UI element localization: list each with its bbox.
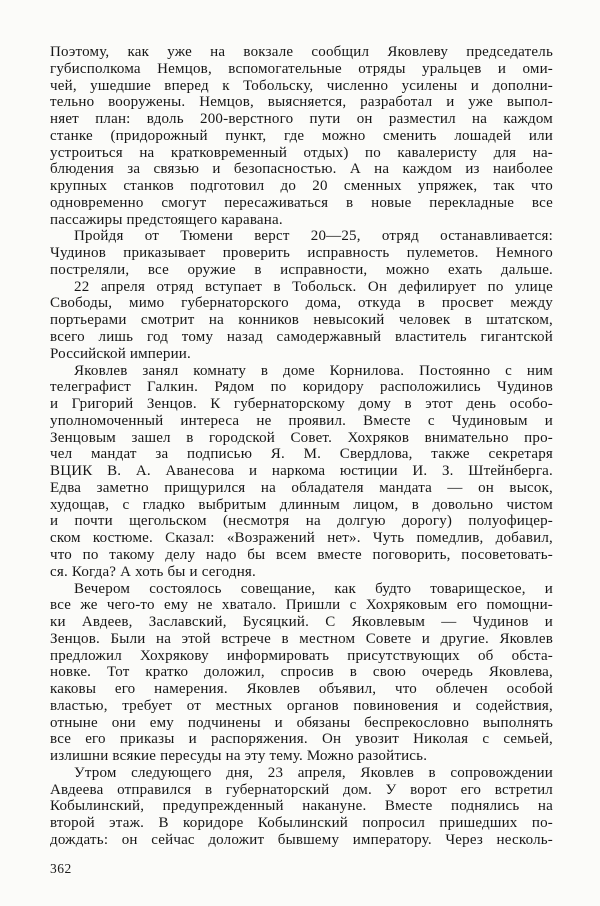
text-line: дождать: он сейчас доложит бывшему императору. Через несколь- xyxy=(50,831,553,848)
text-line: что по такому делу надо бы всем вместе поговорить, посоветовать- xyxy=(50,546,553,563)
text-line: властью, требует от местных органов повиновения и содействия, xyxy=(50,697,553,714)
text-line: пассажиры предстоящего каравана. xyxy=(50,211,283,228)
text-line: губисполкома Немцов, вспомогательные отряды уральцев и оми- xyxy=(50,60,553,77)
text-line: станке (придорожный пункт, где можно сменить лошадей или xyxy=(50,127,553,144)
text-line: постреляли, все оружие в исправности, можно ехать дальше. xyxy=(50,261,553,278)
text-line: Авдеева отправился в губернаторский дом. У ворот его встретил xyxy=(50,781,553,798)
text-line: Кобылинский, предупрежденный накануне. Вместе поднялись на xyxy=(50,798,553,815)
text-line: излишни всякие пересуды на эту тему. Можно разойтись. xyxy=(50,748,428,765)
page-text xyxy=(50,44,553,849)
text-line: и почти щегольском (несмотря на долгую дорогу) полуофицер- xyxy=(50,513,553,530)
text-line: второй этаж. В коридоре Кобылинский попросил пришедших по- xyxy=(50,815,553,832)
text-line: и Григорий Зенцов. К губернаторскому дому в этот день особо- xyxy=(50,396,553,413)
text-line: Российской империи. xyxy=(50,345,191,362)
text-line: Пройдя от Тюмени верст 20—25, отряд останавливается: xyxy=(74,228,553,245)
page-number: 362 xyxy=(50,861,72,876)
text-line: ки Авдеев, Заславский, Бусяцкий. С Яковлевым — Чудинов и xyxy=(50,614,553,631)
text-line: портьерами смотрит на конников невысокий человек в штатском, xyxy=(50,312,553,329)
text-line: Свободы, мимо губернаторского дома, откуда в просвет между xyxy=(50,295,553,312)
text-line: няет план: вдоль 200-верстного пути он разместил на каждом xyxy=(50,111,553,128)
text-line: новке. Тот кратко доложил, спросив в свою очередь Яковлева, xyxy=(50,664,553,681)
text-line: одновременно смогут пересаживаться в новые перекладные все xyxy=(50,194,553,211)
text-line: чел мандат за подписью Я. М. Свердлова, также секретаря xyxy=(50,446,553,463)
text-line: тельно вооружены. Немцов, выясняется, разработал и уже выпол- xyxy=(50,94,553,111)
text-line: ся. Когда? А хоть бы и сегодня. xyxy=(50,563,256,580)
text-line: блюдения за связью и безопасностью. А на каждом из наиболее xyxy=(50,161,553,178)
text-line: Чудинов приказывает проверить исправность пулеметов. Немного xyxy=(50,245,553,262)
text-line: Зенцовым зашел в городской Совет. Хохряков внимательно про- xyxy=(50,429,553,446)
text-line: Поэтому, как уже на вокзале сообщил Яковлеву председатель xyxy=(50,44,553,60)
text-line: телеграфист Галкин. Рядом по коридору расположились Чудинов xyxy=(50,379,553,396)
text-line: каковы его намерения. Яковлев объявил, что облечен особой xyxy=(50,681,553,698)
text-line: предложил Хохрякову информировать присутствующих об обста- xyxy=(50,647,553,664)
text-line: отныне они ему подчинены и обязаны беспрекословно выполнять xyxy=(50,714,553,731)
text-line: Утром следующего дня, 23 апреля, Яковлев в сопровождении xyxy=(74,764,553,781)
text-line: 22 апреля отряд вступает в Тобольск. Он дефилирует по улице xyxy=(74,278,553,295)
text-line: крупных станков подготовил до 20 сменных упряжек, так что xyxy=(50,178,553,195)
text-line: устроиться на кратковременный отдых) по кавалеристу для на- xyxy=(50,144,553,161)
text-line: все же чего-то ему не хватало. Пришли с Хохряковым его помощни- xyxy=(50,597,553,614)
text-line: ском костюме. Сказал: «Возражений нет». Чуть помедлив, добавил, xyxy=(50,530,553,547)
text-line: Яковлев занял комнату в доме Корнилова. Постоянно с ним xyxy=(74,362,553,379)
text-line: Едва заметно прищурился на обладателя мандата — он высок, xyxy=(50,479,553,496)
text-line: чей, ушедшие вперед к Тобольску, численно усилены и дополни- xyxy=(50,77,553,94)
text-line: ВЦИК В. А. Аванесова и наркома юстиции И. З. Штейнберга. xyxy=(50,463,553,480)
text-line: худощав, с гладко выбритым длинным лицом, в довольно чистом xyxy=(50,496,553,513)
text-line: все его приказы и распоряжения. Он увозит Николая с семьей, xyxy=(50,731,553,748)
text-line: всего лишь год тому назад самодержавный властитель гигантской xyxy=(50,329,553,346)
text-line: Вечером состоялось совещание, как будто товарищеское, и xyxy=(74,580,553,597)
text-line: уполномоченный интереса не проявил. Вместе с Чудиновым и xyxy=(50,412,553,429)
text-line: Зенцов. Были на этой встрече в местном Совете и другие. Яковлев xyxy=(50,630,553,647)
